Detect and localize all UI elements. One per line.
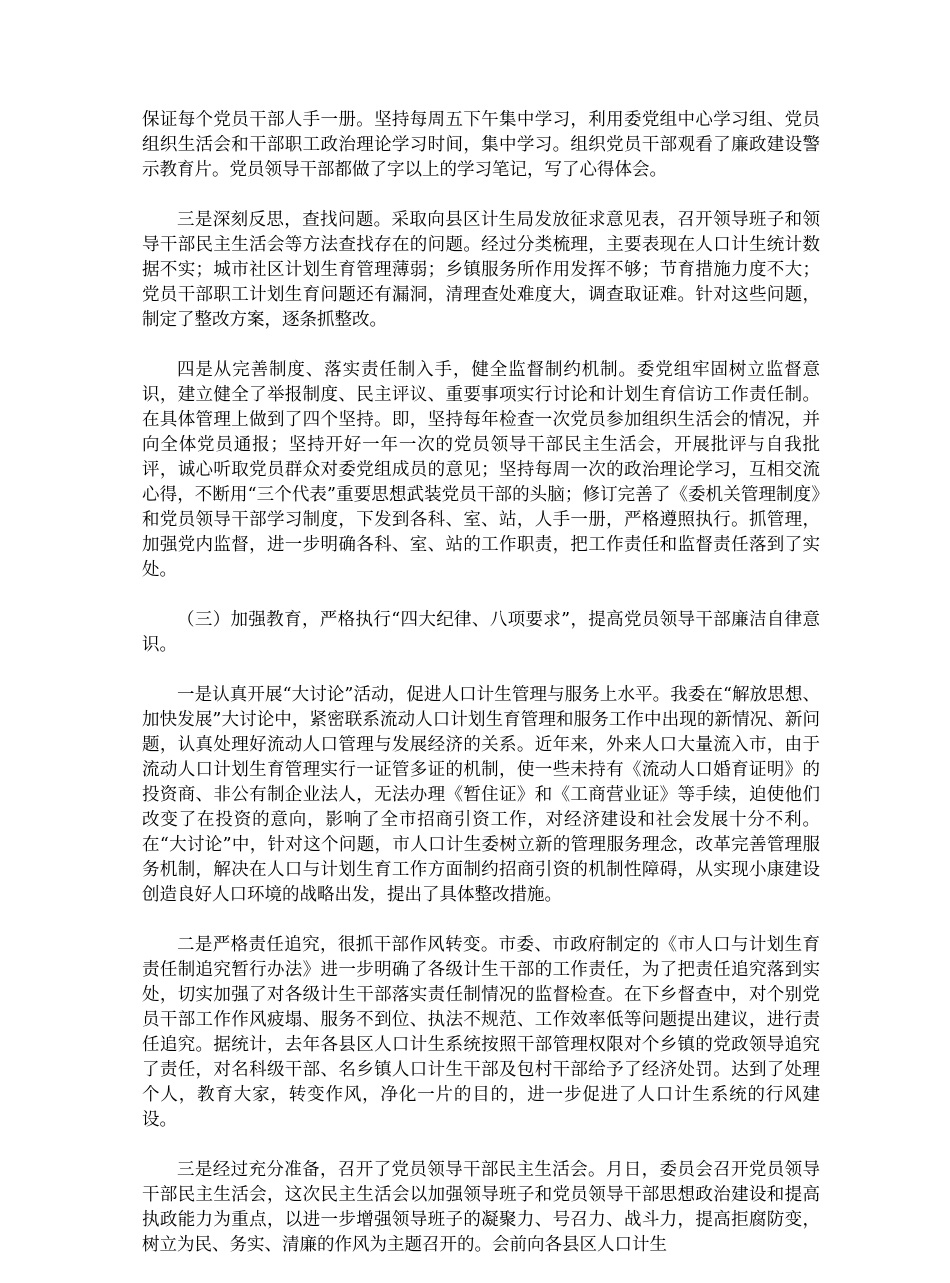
- paragraph-7: 三是经过充分准备，召开了党员领导干部民主生活会。月日，委员会召开党员领导干部民主生活会，这次民主生活会以加强领导班子和党员领导干部思想政治建设和提高执政能力为重点，以进一步增强领导班子的凝聚力、号召力、战斗力，提高拒腐防变，树立为民、务实、清廉的作风为主题召开的。会前向各县区人口计生: [142, 1160, 820, 1255]
- paragraph-3: 四是从完善制度、落实责任制入手，健全监督制约机制。委党组牢固树立监督意识，建立健全了举报制度、民主评议、重要事项实行讨论和计划生育信访工作责任制。在具体管理上做到了四个坚持。即，坚持每年检查一次党员参加组织生活会的情况，并向全体党员通报；坚持开好一年一次的党员领导干部民主生活会，开展批评与自我批评，诚心听取党员群众对委党组成员的意见；坚持每周一次的政治理论学习，互相交流心得，不断用“三个代表”重要思想武装党员干部的头脑；修订完善了《委机关管理制度》和党员领导干部学习制度，下发到各科、室、站，人手一册，严格遵照执行。抓管理，加强党内监督，进一步明确各科、室、站的工作职责，把工作责任和监督责任落到了实处。: [142, 360, 820, 580]
- paragraph-6: 二是严格责任追究，很抓干部作风转变。市委、市政府制定的《市人口与计划生育责任制追究暂行办法》进一步明确了各级计生干部的工作责任，为了把责任追究落到实处，切实加强了对各级计生干部落实责任制情况的监督检查。在下乡督查中，对个别党员干部工作作风疲塌、服务不到位、执法不规范、工作效率低等问题提出建议，进行责任追究。据统计，去年各县区人口计生系统按照干部管理权限对个乡镇的党政领导追究了责任，对名科级干部、名乡镇人口计生干部及包村干部给予了经济处罚。达到了处理个人，教育大家，转变作风，净化一片的目的，进一步促进了人口计生系统的行风建设。: [142, 935, 820, 1130]
- paragraph-2: 三是深刻反思，查找问题。采取向县区计生局发放征求意见表，召开领导班子和领导干部民主生活会等方法查找存在的问题。经过分类梳理，主要表现在人口计生统计数据不实；城市社区计划生育管理薄弱；乡镇服务所作用发挥不够；节育措施力度不大；党员干部职工计划生育问题还有漏洞，清理查处难度大，调查取证难。针对这些问题，制定了整改方案，逐条抓整改。: [142, 210, 820, 330]
- paragraph-1: 保证每个党员干部人手一册。坚持每周五下午集中学习，利用委党组中心学习组、党员组织生活会和干部职工政治理论学习时间，集中学习。组织党员干部观看了廉政建设警示教育片。党员领导干部都做了字以上的学习笔记，写了心得体会。: [142, 110, 820, 180]
- paragraph-5: 一是认真开展“大讨论”活动，促进人口计生管理与服务上水平。我委在“解放思想、加快发展”大讨论中，紧密联系流动人口计划生育管理和服务工作中出现的新情况、新问题，认真处理好流动人口管理与发展经济的关系。近年来，外来人口大量流入市，由于流动人口计划生育管理实行一证管多证的机制，使一些未持有《流动人口婚育证明》的投资商、非公有制企业法人，无法办理《暂住证》和《工商营业证》等手续，迫使他们改变了在投资的意向，影响了全市招商引资工作，对经济建设和社会发展十分不利。在“大讨论”中，针对这个问题，市人口计生委树立新的管理服务理念，改革完善管理服务机制，解决在人口与计划生育工作方面制约招商引资的机制性障碍，从实现小康建设创造良好人口环境的战略出发，提出了具体整改措施。: [142, 685, 820, 905]
- paragraph-4: （三）加强教育，严格执行“四大纪律、八项要求”，提高党员领导干部廉洁自律意识。: [142, 610, 820, 655]
- document-page: [142, 108, 820, 1283]
